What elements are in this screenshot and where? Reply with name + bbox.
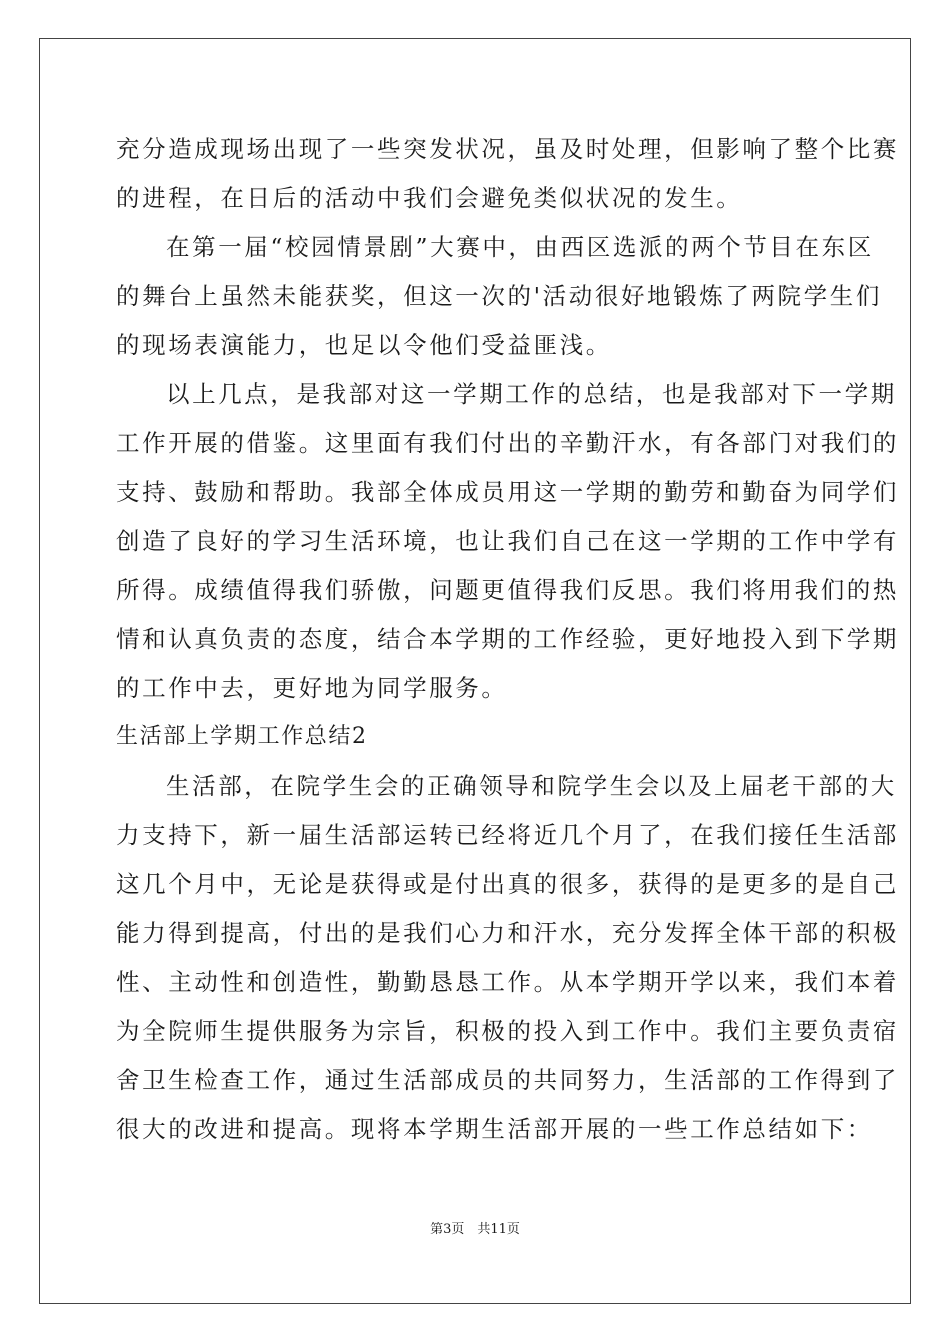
paragraph-line: 在第一届“校园情景剧”大赛中，由西区选派的两个节目在东区 [166, 233, 874, 261]
paragraph-line: 创造了良好的学习生活环境，也让我们自己在这一学期的工作中学有 [116, 527, 899, 555]
paragraph-line: 能力得到提高，付出的是我们心力和汗水，充分发挥全体干部的积极 [116, 919, 899, 947]
document-body [116, 128, 899, 1157]
paragraph-line: 充分造成现场出现了一些突发状况，虽及时处理，但影响了整个比赛 [116, 135, 899, 163]
paragraph-line: 这几个月中，无论是获得或是付出真的很多，获得的是更多的是自己 [116, 870, 899, 898]
paragraph-line: 的进程，在日后的活动中我们会避免类似状况的发生。 [116, 184, 743, 212]
paragraph-line: 舍卫生检查工作，通过生活部成员的共同努力，生活部的工作得到了 [116, 1066, 899, 1094]
paragraph-line: 的现场表演能力，也足以令他们受益匪浅。 [116, 331, 612, 359]
paragraph-line: 支持、鼓励和帮助。我部全体成员用这一学期的勤劳和勤奋为同学们 [116, 478, 899, 506]
paragraph-line: 的工作中去，更好地为同学服务。 [116, 674, 508, 702]
paragraph-line: 生活部，在院学生会的正确领导和院学生会以及上届老干部的大 [166, 772, 897, 800]
paragraph-line: 的舞台上虽然未能获奖，但这一次的'活动很好地锻炼了两院学生们 [116, 282, 882, 310]
paragraph-line: 以上几点，是我部对这一学期工作的总结，也是我部对下一学期 [166, 380, 897, 408]
paragraph-line: 为全院师生提供服务为宗旨，积极的投入到工作中。我们主要负责宿 [116, 1017, 899, 1045]
paragraph-line: 力支持下，新一届生活部运转已经将近几个月了，在我们接任生活部 [116, 821, 899, 849]
section-heading: 生活部上学期工作总结2 [116, 724, 368, 749]
paragraph-line: 性、主动性和创造性，勤勤恳恳工作。从本学期开学以来，我们本着 [116, 968, 899, 996]
page-number-footer: 第3页 共11页 [430, 1222, 520, 1237]
paragraph-line: 工作开展的借鉴。这里面有我们付出的辛勤汗水，有各部门对我们的 [116, 429, 899, 457]
paragraph-line: 所得。成绩值得我们骄傲，问题更值得我们反思。我们将用我们的热 [116, 576, 899, 604]
paragraph-line: 情和认真负责的态度，结合本学期的工作经验，更好地投入到下学期 [116, 625, 899, 653]
paragraph-line: 很大的改进和提高。现将本学期生活部开展的一些工作总结如下： [116, 1115, 873, 1143]
